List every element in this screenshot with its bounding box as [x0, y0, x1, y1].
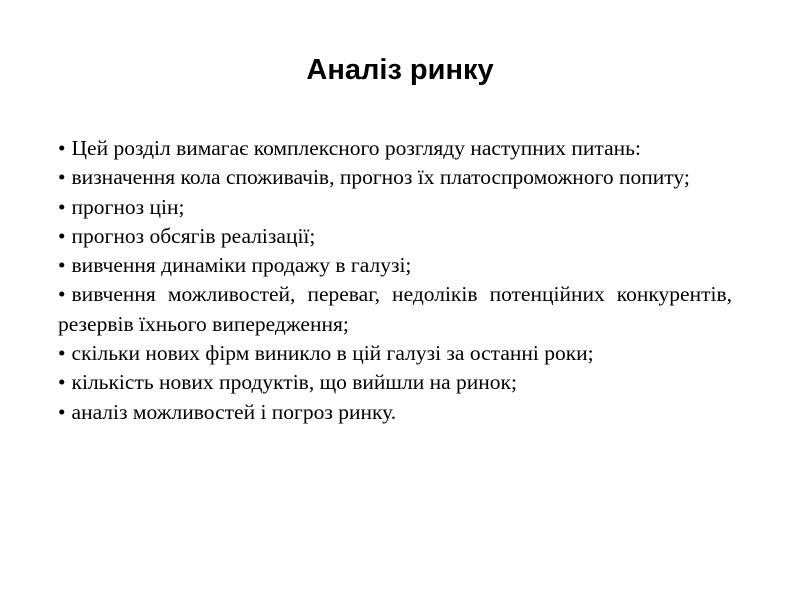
- list-item: [58, 163, 732, 192]
- list-item: [58, 193, 732, 222]
- list-item: [58, 134, 732, 163]
- list-item: [58, 339, 732, 368]
- bullet-icon: •: [58, 223, 66, 248]
- slide-title: Аналіз ринку: [306, 54, 494, 86]
- bullet-list: [58, 134, 732, 427]
- list-item: [58, 251, 732, 280]
- bullet-icon: •: [58, 341, 66, 366]
- bullet-icon: •: [58, 253, 66, 278]
- bullet-icon: •: [58, 136, 66, 160]
- bullet-icon: •: [58, 194, 66, 219]
- list-item-text: вивчення динаміки продажу в галузі;: [71, 253, 412, 278]
- list-item: [58, 398, 732, 427]
- list-item-text: аналіз можливостей і погроз ринку.: [71, 399, 397, 424]
- list-item-text: Цей розділ вимагає комплексного розгляду наступних питань:: [71, 136, 641, 160]
- list-item-text: вивчення можливостей, переваг, недоліків потенційних конкурентів, резервів їхнього випередження;: [58, 282, 732, 336]
- bullet-icon: •: [58, 370, 66, 395]
- list-item-text: скільки нових фірм виникло в цій галузі за останні роки;: [71, 341, 594, 366]
- bullet-icon: •: [58, 399, 66, 424]
- list-item: [58, 280, 732, 339]
- bullet-icon: •: [58, 165, 66, 190]
- list-item-text: прогноз обсягів реалізації;: [71, 223, 316, 248]
- list-item: [58, 222, 732, 251]
- bullet-icon: •: [58, 282, 66, 307]
- list-item-text: прогноз цін;: [71, 194, 185, 219]
- list-item-text: визначення кола споживачів, прогноз їх платоспроможного попиту;: [71, 165, 690, 190]
- list-item: [58, 368, 732, 397]
- list-item-text: кількість нових продуктів, що вийшли на ринок;: [71, 370, 517, 395]
